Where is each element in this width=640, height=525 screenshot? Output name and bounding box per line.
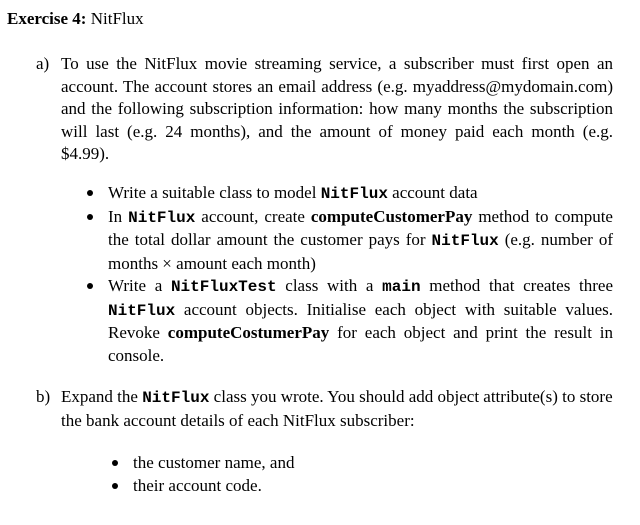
bullet-icon: [112, 460, 118, 466]
bullet-text: for each object and print the result in console.: [108, 323, 613, 365]
bullet-icon: [87, 283, 93, 289]
part-a-label: a): [36, 54, 50, 73]
code-term: NitFlux: [431, 232, 499, 250]
bullet-text: method that creates three: [420, 276, 613, 295]
part-a-text: To use the NitFlux movie streaming service, a subscriber must first open an account. The account stores an email address (e.g. myaddress@mydomain.com) and the following subscription information: how many months the subscription will last (e.g. 24 months), and the amount of money paid each month (e.g. $4.99).: [61, 54, 613, 163]
list-item: [108, 275, 613, 367]
list-item: [108, 206, 613, 276]
exercise-name: NitFlux: [90, 9, 144, 28]
part-b-text-segment: class you wrote. You should add object attribute(s) to store the bank account details of each NitFlux subscriber:: [61, 387, 613, 430]
bullet-text: the customer name, and: [133, 453, 295, 472]
part-b-label: b): [36, 387, 51, 406]
bullet-text: Write a suitable class to model: [108, 183, 321, 202]
list-item: [133, 452, 603, 475]
bullet-icon: [112, 483, 118, 489]
bullet-text: Write a: [108, 276, 171, 295]
bullet-text: their account code.: [133, 475, 262, 495]
list-item: [133, 475, 603, 498]
exercise-number: Exercise 4:: [7, 9, 87, 28]
bullet-text: account data: [387, 183, 478, 202]
bullet-text: class with a: [276, 276, 383, 295]
code-term: NitFluxTest: [170, 278, 277, 296]
code-term: NitFlux: [320, 185, 388, 203]
code-term: NitFlux: [142, 389, 210, 407]
part-b-bullet-list: [133, 452, 603, 497]
method-name: computeCostumerPay: [167, 323, 330, 342]
bullet-text: (e.g. number of months × amount each month): [108, 230, 613, 273]
code-term: main: [382, 278, 421, 296]
bullet-icon: [87, 190, 93, 196]
part-b-text: [61, 386, 613, 432]
code-term: NitFlux: [108, 301, 176, 320]
method-name: computeCustomerPay: [310, 206, 473, 226]
bullet-text: method to compute the total dollar amount the customer pays for: [108, 206, 613, 249]
bullet-icon: [87, 214, 93, 220]
bullet-text: account, create: [195, 206, 311, 226]
exercise-title: [7, 9, 144, 29]
code-term: NitFlux: [128, 208, 196, 227]
part-a-bullet-list: [108, 182, 613, 367]
bullet-text: In: [108, 206, 129, 226]
bullet-text: account objects. Initialise each object with suitable values. Revoke: [108, 299, 613, 342]
part-b-text-segment: Expand the: [61, 387, 143, 406]
list-item: [108, 182, 613, 206]
